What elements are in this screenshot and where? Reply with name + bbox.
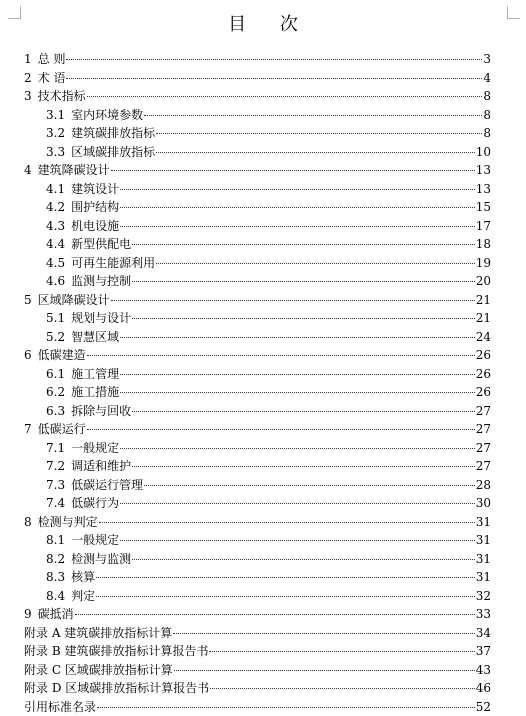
toc-dot-leader	[156, 152, 475, 153]
toc-entry-page: 26	[476, 365, 491, 384]
toc-entry-number: 5.1	[46, 309, 65, 328]
toc-dot-leader	[132, 244, 475, 245]
toc-dot-leader	[120, 337, 475, 338]
toc-dot-leader	[209, 651, 474, 652]
toc-entry-page: 33	[476, 605, 491, 624]
toc-entry[interactable]	[24, 143, 491, 162]
toc-entry-label: 低碳建造	[38, 346, 86, 365]
toc-entry-page: 26	[476, 346, 491, 365]
toc-dot-leader	[96, 596, 475, 597]
toc-entry-page: 28	[476, 476, 491, 495]
toc-dot-leader	[120, 374, 475, 375]
toc-entry-page: 17	[476, 217, 491, 236]
toc-entry-number: 7.1	[46, 439, 65, 458]
toc-dot-leader	[120, 226, 475, 227]
toc-entry-page: 43	[476, 661, 491, 680]
toc-entry-label: 监测与控制	[71, 272, 131, 291]
toc-entry-page: 24	[476, 328, 491, 347]
toc-entry-page: 34	[476, 624, 491, 643]
toc-entry-label: 低碳行为	[71, 494, 119, 513]
toc-entry-number: 7.3	[46, 476, 65, 495]
toc-entry-page: 46	[476, 679, 491, 698]
toc-entry-page: 26	[476, 383, 491, 402]
toc-entry[interactable]	[24, 605, 491, 624]
toc-entry-page: 19	[476, 254, 491, 273]
toc-entry[interactable]	[24, 235, 491, 254]
toc-entry[interactable]	[24, 346, 491, 365]
toc-entry-page: 20	[476, 272, 491, 291]
toc-entry-number: 8	[24, 513, 32, 532]
toc-entry-number: 4.1	[46, 180, 65, 199]
toc-entry-label: 可再生能源利用	[71, 254, 155, 273]
toc-entry-page: 4	[483, 69, 491, 88]
toc-entry-page: 27	[476, 457, 491, 476]
toc-entry-label: 判定	[71, 587, 95, 606]
toc-entry[interactable]	[24, 439, 491, 458]
toc-entry-number: 1	[24, 50, 32, 69]
toc-dot-leader	[87, 429, 475, 430]
toc-entry-number: 5	[24, 291, 32, 310]
toc-entry-number: 5.2	[46, 328, 65, 347]
toc-entry-label: 区域降碳设计	[38, 291, 110, 310]
toc-dot-leader	[174, 670, 475, 671]
toc-entry[interactable]	[24, 254, 491, 273]
toc-entry-label: 施工措施	[71, 383, 119, 402]
toc-entry[interactable]	[24, 291, 491, 310]
toc-entry[interactable]	[24, 624, 491, 643]
toc-entry[interactable]	[24, 217, 491, 236]
toc-entry-label: 建筑降碳设计	[38, 161, 110, 180]
toc-entry[interactable]	[24, 365, 491, 384]
toc-entry-label: 建筑碳排放指标	[71, 124, 155, 143]
toc-entry[interactable]	[24, 457, 491, 476]
toc-dot-leader	[120, 448, 475, 449]
toc-entry-label: 智慧区域	[71, 328, 119, 347]
toc-entry-page: 27	[476, 402, 491, 421]
toc-entry[interactable]	[24, 106, 491, 125]
toc-entry-page: 21	[476, 309, 491, 328]
toc-entry-page: 10	[476, 143, 491, 162]
toc-entry[interactable]	[24, 383, 491, 402]
toc-entry-number: 4.5	[46, 254, 65, 273]
toc-entry[interactable]	[24, 568, 491, 587]
toc-dot-leader	[144, 115, 482, 116]
toc-dot-leader	[66, 59, 482, 60]
toc-entry-label: 检测与判定	[38, 513, 98, 532]
toc-entry[interactable]	[24, 50, 491, 69]
toc-entry-page: 30	[476, 494, 491, 513]
toc-dot-leader	[173, 633, 474, 634]
page-title: 目 次	[0, 10, 526, 36]
toc-dot-leader	[120, 189, 475, 190]
toc-entry-number: 8.3	[46, 568, 65, 587]
toc-entry[interactable]	[24, 698, 491, 716]
toc-entry-label: 附录 D 区域碳排放指标计算报告书	[24, 679, 209, 698]
toc-entry-number: 8.4	[46, 587, 65, 606]
toc-entry-label: 拆除与回收	[71, 402, 131, 421]
toc-dot-leader	[132, 466, 475, 467]
toc-entry-number: 2	[24, 69, 32, 88]
toc-dot-leader	[120, 207, 475, 208]
toc-entry[interactable]	[24, 198, 491, 217]
toc-dot-leader	[120, 540, 475, 541]
toc-dot-leader	[132, 318, 475, 319]
toc-entry-number: 3.3	[46, 143, 65, 162]
toc-entry[interactable]	[24, 124, 491, 143]
toc-entry-number: 9	[24, 605, 32, 624]
toc-entry-page: 13	[476, 161, 491, 180]
toc-entry-label: 术 语	[38, 69, 66, 88]
toc-entry[interactable]	[24, 161, 491, 180]
toc-entry-label: 规划与设计	[71, 309, 131, 328]
toc-entry-page: 8	[483, 124, 491, 143]
toc-entry-number: 3	[24, 87, 32, 106]
toc-dot-leader	[111, 300, 475, 301]
toc-entry[interactable]	[24, 69, 491, 88]
toc-entry-number: 6.1	[46, 365, 65, 384]
toc-entry-label: 附录 C 区域碳排放指标计算	[24, 661, 173, 680]
toc-entry[interactable]	[24, 420, 491, 439]
toc-entry-page: 37	[476, 642, 491, 661]
toc-dot-leader	[87, 96, 483, 97]
toc-entry-number: 6.3	[46, 402, 65, 421]
toc-entry-label: 核算	[71, 568, 95, 587]
toc-dot-leader	[66, 78, 482, 79]
toc-entry[interactable]	[24, 587, 491, 606]
toc-entry-page: 32	[476, 587, 491, 606]
toc-dot-leader	[99, 522, 475, 523]
toc-entry-number: 4.6	[46, 272, 65, 291]
toc-dot-leader	[156, 133, 482, 134]
toc-entry[interactable]	[24, 642, 491, 661]
toc-entry-label: 施工管理	[71, 365, 119, 384]
toc-entry-label: 总 则	[38, 50, 66, 69]
toc-entry-number: 8.2	[46, 550, 65, 569]
toc-entry[interactable]	[24, 180, 491, 199]
toc-dot-leader	[132, 281, 475, 282]
toc-entry-label: 建筑设计	[71, 180, 119, 199]
toc-dot-leader	[111, 170, 475, 171]
toc-entry[interactable]	[24, 402, 491, 421]
toc-entry-page: 8	[483, 106, 491, 125]
toc-entry-number: 7	[24, 420, 32, 439]
toc-entry-label: 碳抵消	[38, 605, 74, 624]
toc-entry-page: 31	[476, 531, 491, 550]
toc-entry[interactable]	[24, 550, 491, 569]
toc-entry-number: 4.2	[46, 198, 65, 217]
toc-dot-leader	[210, 688, 474, 689]
toc-entry-label: 一般规定	[71, 531, 119, 550]
toc-entry[interactable]	[24, 494, 491, 513]
toc-entry-label: 技术指标	[38, 87, 86, 106]
toc-dot-leader	[132, 411, 475, 412]
toc-entry[interactable]	[24, 476, 491, 495]
toc-entry[interactable]	[24, 531, 491, 550]
toc-entry-number: 3.2	[46, 124, 65, 143]
toc-entry-label: 低碳运行	[38, 420, 86, 439]
toc-dot-leader	[97, 707, 475, 708]
toc-entry-label: 检测与监测	[71, 550, 131, 569]
toc-entry-page: 52	[476, 698, 491, 716]
toc-dot-leader	[75, 614, 475, 615]
toc-entry-page: 31	[476, 513, 491, 532]
toc-entry-page: 21	[476, 291, 491, 310]
toc-dot-leader	[132, 559, 475, 560]
toc-entry-label: 新型供配电	[71, 235, 131, 254]
toc-entry[interactable]	[24, 328, 491, 347]
toc-entry-page: 31	[476, 568, 491, 587]
toc-entry-label: 调适和维护	[71, 457, 131, 476]
toc-entry-page: 27	[476, 420, 491, 439]
toc-entry[interactable]	[24, 661, 491, 680]
toc-entry-page: 27	[476, 439, 491, 458]
toc-entry-label: 附录 B 建筑碳排放指标计算报告书	[24, 642, 208, 661]
toc-entry-number: 7.4	[46, 494, 65, 513]
toc-entry-label: 一般规定	[71, 439, 119, 458]
toc-entry-page: 18	[476, 235, 491, 254]
toc-entry-label: 围护结构	[71, 198, 119, 217]
toc-entry-number: 6	[24, 346, 32, 365]
toc-entry-page: 8	[483, 87, 491, 106]
toc-dot-leader	[120, 503, 475, 504]
toc-entry-number: 7.2	[46, 457, 65, 476]
toc-entry-number: 4.4	[46, 235, 65, 254]
toc-entry-page: 3	[483, 50, 491, 69]
toc-entry-label: 附录 A 建筑碳排放指标计算	[24, 624, 172, 643]
toc-entry[interactable]	[24, 513, 491, 532]
toc-dot-leader	[96, 577, 475, 578]
toc-entry-number: 8.1	[46, 531, 65, 550]
toc-entry-page: 13	[476, 180, 491, 199]
toc-entry-label: 室内环境参数	[71, 106, 143, 125]
toc-entry[interactable]	[24, 309, 491, 328]
toc-dot-leader	[120, 392, 475, 393]
toc-entry-number: 4.3	[46, 217, 65, 236]
toc-entry[interactable]	[24, 272, 491, 291]
toc-entry-label: 引用标准名录	[24, 698, 96, 716]
toc-entry-label: 区域碳排放指标	[71, 143, 155, 162]
table-of-contents	[24, 50, 491, 716]
toc-dot-leader	[156, 263, 475, 264]
toc-entry-page: 15	[476, 198, 491, 217]
toc-entry-label: 低碳运行管理	[71, 476, 143, 495]
toc-entry-label: 机电设施	[71, 217, 119, 236]
toc-entry-number: 6.2	[46, 383, 65, 402]
toc-entry-number: 3.1	[46, 106, 65, 125]
toc-entry[interactable]	[24, 679, 491, 698]
toc-dot-leader	[87, 355, 475, 356]
toc-entry[interactable]	[24, 87, 491, 106]
toc-dot-leader	[144, 485, 475, 486]
toc-entry-number: 4	[24, 161, 32, 180]
toc-entry-page: 31	[476, 550, 491, 569]
